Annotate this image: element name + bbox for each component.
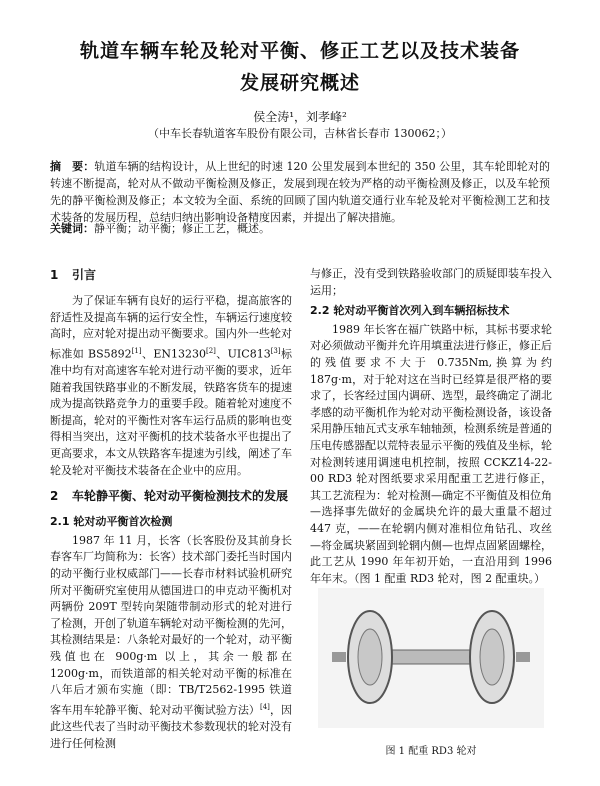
left-column: [50, 262, 292, 752]
keywords-text: 静平衡；动平衡；修正工艺，概述。: [94, 222, 270, 235]
section-2-heading: [50, 487, 292, 506]
figure-1-caption: 图 1 配重 RD3 轮对: [385, 746, 477, 757]
section-2-1-heading: 2.1 轮对动平衡首次检测: [50, 515, 173, 529]
abstract-label: 摘 要：: [50, 160, 95, 173]
section-2-2-heading: 2.2 轮对动平衡首次列入到车辆招标技术: [310, 304, 510, 318]
citation: [4]: [259, 702, 270, 711]
right-column: [310, 266, 552, 587]
section-2-number: 2: [50, 489, 59, 504]
keywords: [50, 220, 550, 236]
figure-1-wheelset-image: [318, 588, 544, 728]
section-2-1-paragraph: 1987 年 11 月，长客（长客股份及其前身长春客车厂均简称为：长客）技术部门委托当时国内的动平衡行业权威部门——长春市材料试验机研究所对平衡研究室使用从德国进口的申克动平衡机对两辆份 209T 型转向架随带制动形式的轮对进行了检测，开创了轨道车辆轮对动平衡检测的先河，其检测结果是：八条轮对最好的一个轮对，动平衡残值也在 900g·m 以上，其余一般都在 1200g·m，而铁道部的相关轮对动平衡的标准在八年后才颁布实施（即：TB/T2562-1995 铁道客车用车轮静平衡、轮对动平衡试验方法）[4]，因此这些代表了当时动平衡技术参数现状的轮对没有进行任何检测: [50, 533, 293, 750]
authors: 侯全涛¹，刘孝峰²: [253, 110, 347, 124]
citation: [1]: [131, 346, 142, 355]
affiliation: （中车长春轨道客车股份有限公司，吉林省长春市 130062；）: [148, 127, 452, 140]
citation: [2]: [205, 346, 216, 355]
section-1-number: 1: [50, 268, 59, 282]
citation: [3]: [270, 346, 281, 355]
keywords-label: 关键词：: [50, 222, 94, 235]
section-2-2-paragraph: 1989 年长客在福广铁路中标，其标书要求轮对必须做动平衡并允许用填重法进行修正，修正后的残值要求不大于 0.735Nm,换算为约 187g·m，对于轮对这在当时已经算是很严格的要求了，长客经过国内调研、选型，最终确定了湖北孝感的动平衡机作为轮对动平衡检测设备，该设备采用静压轴瓦式支承车轴轴颈，检测系统是普通的压电传感器配以荒特表显示平衡的残值及坐标，轮对检测转速用调速电机控制，按照 CCKZ14-22-00 RD3 轮对图纸要求采用配重工艺进行修正，其工艺流程为：轮对检测—确定不平衡值及相位角—选择事先做好的金属块允许的最大重量不超过 447 克，——在轮辋内侧对准相位角钻孔、攻丝—将金属块紧固到轮辋内侧—也焊点固紧固螺栓，此工艺从 1990 年年初开始，一直沿用到 1996 年年末。（图 1 配重 RD3 轮对，图 2 配重块。）: [310, 322, 552, 585]
continued-paragraph: 与修正，没有受到铁路验收部门的质疑即装车投入运用；: [310, 267, 552, 297]
section-2-title: 车轮静平衡、轮对动平衡检测技术的发展: [72, 489, 289, 504]
abstract-text: 轨道车辆的结构设计，从上世纪的时速 120 公里发展到本世纪的 350 公里，其车轮即轮对的转速不断提高，轮对从不做动平衡检测及修正，发展到现在较为严格的动平衡检测及修正，以及车轮预先的静平衡检测及修正；本文较为全面、系统的回顾了国内轨道交通行业车轮及轮对平衡检测工艺和技术装备的发展历程，总结归纳出影响设备精度因素，并提出了解决措施。: [50, 160, 550, 224]
section-1-heading: [50, 266, 292, 285]
abstract: [50, 158, 550, 226]
section-1-title: 引言: [72, 268, 97, 282]
section-1-paragraph: 为了保证车辆有良好的运行平稳，提高旅客的舒适性及提高车辆的运行安全性，车辆运行速度较高时，应对轮对提出动平衡要求。国内外一些轮对标准如 BS5892[1]、EN13230[2]、UIC813[3]标准中均有对高速客车轮对进行动平衡的要求，近年随着我国铁路事业的不断发展，铁路客货车的提速成为提高铁路竞争力的重要手段。随着轮对速度不断提高，轮对的平衡性对客车运行品质的影响也变得相当突出，这对平衡机的技术装备水平也提出了更高要求，本文从铁路客车提速为引线，阐述了车轮及轮对平衡技术装备在企业中的应用。: [50, 294, 293, 477]
paper-title-line-2: 发展研究概述: [239, 72, 360, 94]
paper-title-line-1: 轨道车辆车轮及轮对平衡、修正工艺以及技术装备: [79, 40, 520, 62]
